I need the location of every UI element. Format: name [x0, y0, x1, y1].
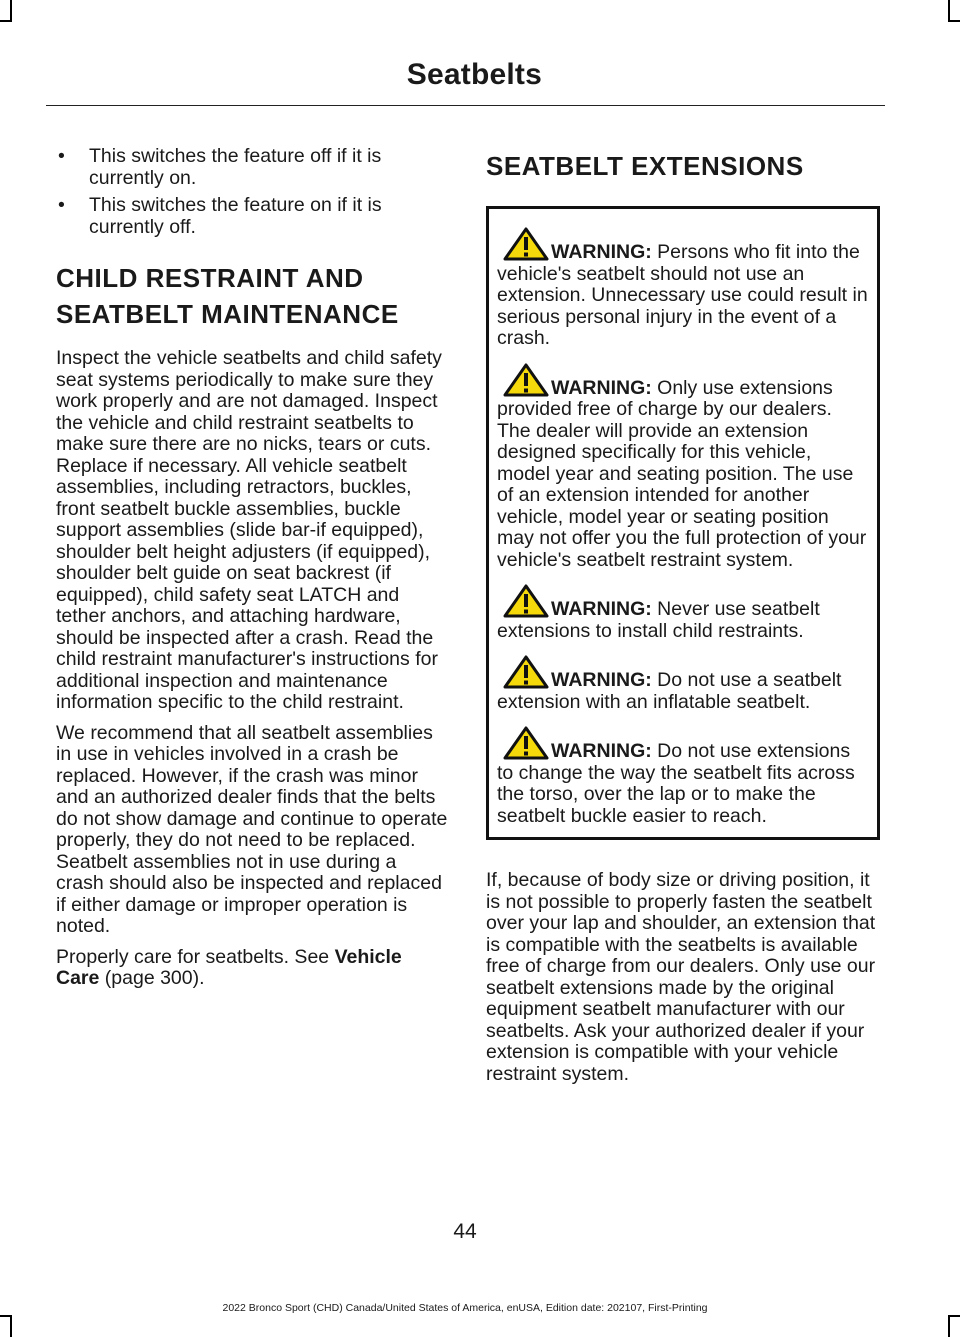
warning-triangle-icon — [503, 726, 549, 760]
cross-reference-link[interactable]: Vehicle Care — [56, 945, 402, 989]
warning-triangle-icon — [503, 363, 549, 397]
bullet-dot: • — [58, 145, 65, 167]
crop-mark — [948, 1315, 960, 1317]
warning-item — [497, 726, 869, 827]
body-paragraph: If, because of body size or driving position, it is not possible to properly fasten the seatbelt over your lap and shoulder, an extension that is compatible with the seatbelts is available free of charge from our dealers. Only use our seatbelt extensions made by the original equipment seatbelt manufacturer with our seatbelts. Ask your authorized dealer if your extension is compatible with your vehicle restraint system. — [486, 869, 876, 1085]
crop-mark — [948, 0, 950, 22]
paragraph-text: (page 300). — [99, 967, 205, 989]
warning-text: Only use extensions provided free of charge by our dealers. The dealer will provide an extension designed specifically for this vehicle, model year and seating position. The use of an extension intended for another vehicle, model year or seating position may not offer you the full protection of your vehicle's seatbelt restraint system. — [497, 376, 867, 571]
bullet-item — [56, 146, 448, 189]
warning-item — [497, 363, 869, 572]
crop-mark — [10, 1315, 12, 1337]
warning-label: WARNING: — [551, 740, 652, 762]
page-header — [0, 58, 930, 92]
section-heading: SEATBELT EXTENSIONS — [486, 151, 804, 181]
right-column — [486, 146, 880, 1094]
warning-text: Never use seatbelt extensions to install child restraints. — [497, 598, 820, 642]
warning-triangle-icon — [503, 227, 549, 261]
crop-mark — [948, 20, 960, 22]
bullet-text: This switches the feature on if it is currently off. — [89, 194, 382, 238]
warning-text: Do not use a seatbelt extension with an inflatable seatbelt. — [497, 669, 842, 713]
bullet-dot: • — [58, 194, 65, 216]
warning-label: WARNING: — [551, 669, 652, 691]
header-divider — [46, 105, 885, 106]
warning-item — [497, 655, 869, 713]
warning-item — [497, 227, 869, 350]
paragraph-text: Properly care for seatbelts. See — [56, 945, 335, 968]
section-title: Seatbelts — [406, 58, 542, 91]
warning-label: WARNING: — [551, 598, 652, 620]
warning-label: WARNING: — [551, 376, 652, 399]
body-paragraph: Inspect the vehicle seatbelts and child safety seat systems periodically to make sure they work properly and are not damaged. Inspect the vehicle and child restraint seatbelts to make sure there are no nicks, tears or cuts. Replace if necessary. All vehicle seatbelt assemblies, including retractors, buckles, front seatbelt buckle assemblies, buckle support assemblies (slide bar-if equipped), shoulder belt height adjusters (if equipped), shoulder belt guide on seat backrest (if equipped), child safety seat LATCH and tether anchors, and attaching hardware, should be inspected after a crash. Read the child restraint manufacturer's instructions for additional inspection and maintenance information specific to the child restraint. — [56, 347, 442, 713]
left-column — [56, 146, 448, 999]
heading-line: CHILD RESTRAINT AND — [56, 263, 364, 293]
section-heading — [56, 260, 448, 332]
bullet-text: This switches the feature off if it is currently on. — [89, 145, 382, 189]
warning-label: WARNING: — [551, 241, 652, 263]
crop-mark — [0, 20, 12, 22]
crop-mark — [0, 1315, 12, 1317]
page-number: 44 — [453, 1220, 477, 1243]
warning-text: Persons who fit into the vehicle's seatbelt should not use an extension. Unnecessary use could result in serious personal injury in the event of a crash. — [497, 241, 868, 349]
body-paragraph: We recommend that all seatbelt assemblies in use in vehicles involved in a crash be replaced. However, if the crash was minor and an authorized dealer finds that the belts do not show damage and continue to operate properly, they do not need to be replaced. Seatbelt assemblies not in use during a crash should also be inspected and replaced if either damage or improper operation is noted. — [56, 721, 448, 937]
warning-box — [486, 206, 880, 840]
warning-triangle-icon — [503, 655, 549, 689]
bullet-item — [56, 195, 448, 238]
body-paragraph — [56, 947, 448, 990]
warning-triangle-icon — [503, 584, 549, 618]
edition-footer: 2022 Bronco Sport (CHD) Canada/United States of America, enUSA, Edition date: 202107, First-Printing — [222, 1302, 708, 1314]
crop-mark — [948, 1315, 950, 1337]
warning-text: Do not use extensions to change the way the seatbelt fits across the torso, over the lap or to make the seatbelt buckle easier to reach. — [497, 740, 855, 827]
warning-item — [497, 584, 869, 642]
crop-mark — [10, 0, 12, 22]
heading-line: SEATBELT MAINTENANCE — [56, 299, 399, 329]
